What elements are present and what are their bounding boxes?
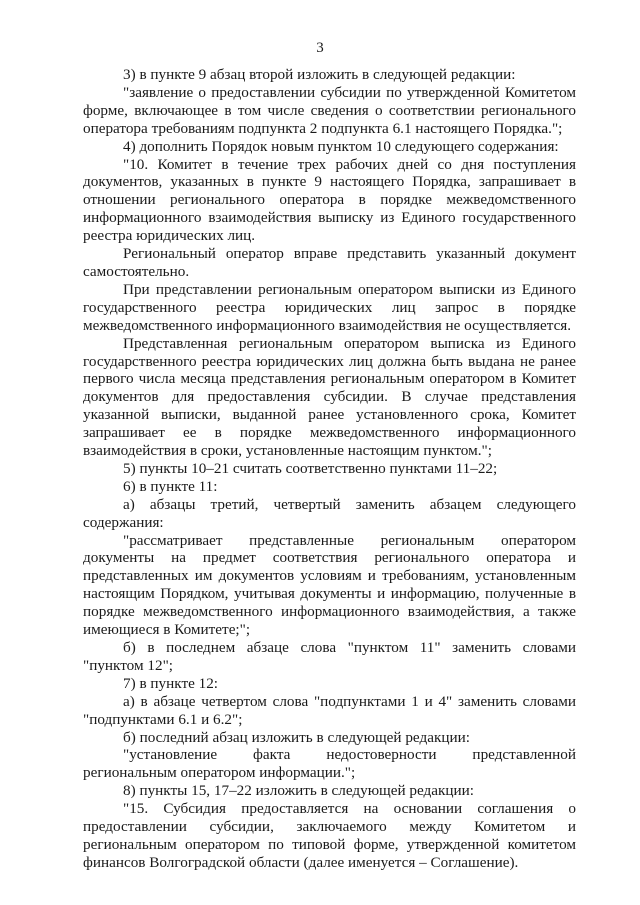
- paragraph-item-7a: а) в абзаце четвертом слова "подпунктами 1 и 4" заменить словами "подпунктами 6.1 и 6.2";: [83, 692, 576, 728]
- paragraph-item-4: 4) дополнить Порядок новым пунктом 10 следующего содержания:: [123, 137, 559, 155]
- paragraph-item-6b: б) в последнем абзаце слова "пунктом 11" заменить словами "пунктом 12";: [83, 639, 576, 674]
- document-body: [83, 66, 576, 872]
- paragraph-item-5: 5) пункты 10–21 считать соответственно пунктами 11–22;: [123, 459, 498, 477]
- paragraph-item-7b: б) последний абзац изложить в следующей редакции:: [123, 728, 470, 746]
- page-number: 3: [316, 40, 324, 56]
- paragraph-quote-review: "рассматривает представленные региональным оператором документы на предмет соответствия регионального оператора и представленных им документов условиям и требованиям, установленным настоящим Порядком, учитывая документы и информацию, полученные в порядке межведомственного информационного взаимодействия, а также имеющиеся в Комитете;";: [83, 531, 576, 639]
- paragraph-item-7: 7) в пункте 12:: [123, 674, 219, 692]
- paragraph-item-6: 6) в пункте 11:: [123, 477, 218, 495]
- paragraph-quote-unreliable: "установление факта недостоверности представленной региональным оператором информации.";: [83, 746, 576, 782]
- paragraph-no-request: При представлении региональным оператором выписки из Единого государственного реестра юридических лиц запрос в порядке межведомственного информационного взаимодействия не осуществляется.: [83, 280, 576, 334]
- paragraph-item-3: 3) в пункте 9 абзац второй изложить в следующей редакции:: [123, 66, 516, 83]
- paragraph-operator-right: Региональный оператор вправе представить указанный документ самостоятельно.: [83, 245, 576, 280]
- paragraph-extract-date: Представленная региональным оператором выписка из Единого государственного реестра юридических лиц должна быть выдана не ранее первого числа месяца представления региональным оператором в Комитет документов для предоставления субсидии. В случае представления указанной выписки, выданной ранее установленного срока, Комитет запрашивает ее в порядке межведомственного информационного взаимодействия в сроки, установленные настоящим пунктом.";: [83, 334, 576, 460]
- paragraph-quote-application: "заявление о предоставлении субсидии по утвержденной Комитетом форме, включающее в том числе сведения о соответствии регионального оператора требованиям подпункта 2 подпункта 6.1 настоящего Порядка.";: [83, 83, 576, 137]
- paragraph-item-8: 8) пункты 15, 17–22 изложить в следующей редакции:: [123, 782, 475, 800]
- paragraph-item-6a: а) абзацы третий, четвертый заменить абзацем следующего содержания:: [83, 495, 576, 531]
- paragraph-point-10: "10. Комитет в течение трех рабочих дней со дня поступления документов, указанных в пункте 9 настоящего Порядка, запрашивает в отношении регионального оператора в порядке межведомственного информационного взаимодействия выписку из Единого государственного реестра юридических лиц.: [83, 155, 576, 245]
- paragraph-point-15: "15. Субсидия предоставляется на основании соглашения о предоставлении субсидии, заключаемого между Комитетом и региональным оператором по типовой форме, утвержденной комитетом финансов Волгоградской области (далее именуется – Соглашение).: [83, 800, 576, 871]
